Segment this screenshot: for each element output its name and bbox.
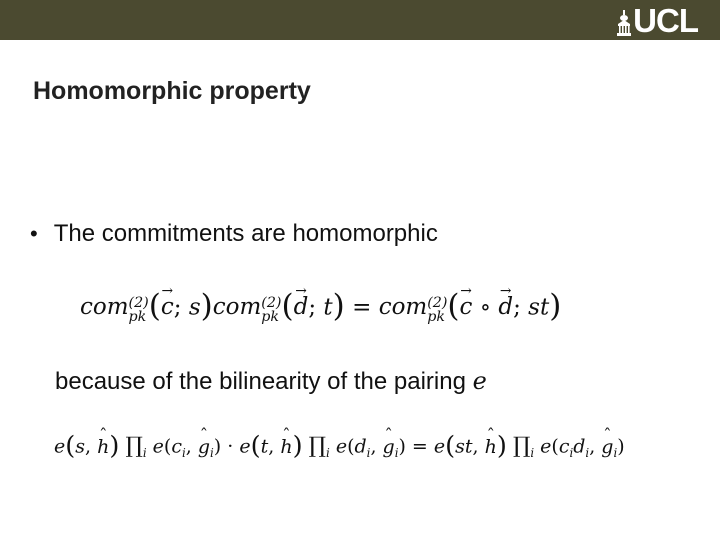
bullet-dot: • xyxy=(30,221,38,246)
header-bar xyxy=(0,0,720,40)
com-term-2: com (2) pk xyxy=(212,294,282,325)
logo-text: UCL xyxy=(633,2,698,39)
homomorphism-equation: com (2) pk (→ c; s)com (2) pk (→ d; t) = com (2) pk (→ c ∘ → d; st) xyxy=(80,288,561,324)
bilinearity-note: because of the bilinearity of the pairing e xyxy=(55,367,487,395)
pairing-equation: e(s, ˆ h) $\prod_i$ $e(c_i$, ˆ $g_i) \cdot e(t$, ˆ h) $\prod_i$ $e(d_i$, ˆ $g_i) = e(st$, ˆ h) $\prod_i$ $e(c_id_i$, ˆ $g_i$) xyxy=(54,431,625,461)
pairing-symbol: e xyxy=(472,367,487,395)
portico-icon xyxy=(617,10,631,36)
com-term-1: com (2) pk xyxy=(80,294,149,325)
bullet-text: The commitments are homomorphic xyxy=(53,220,438,247)
ucl-logo xyxy=(617,2,698,39)
com-term-rhs: com (2) pk xyxy=(378,294,448,325)
bullet-item xyxy=(30,220,438,248)
slide-title: Homomorphic property xyxy=(33,77,311,105)
